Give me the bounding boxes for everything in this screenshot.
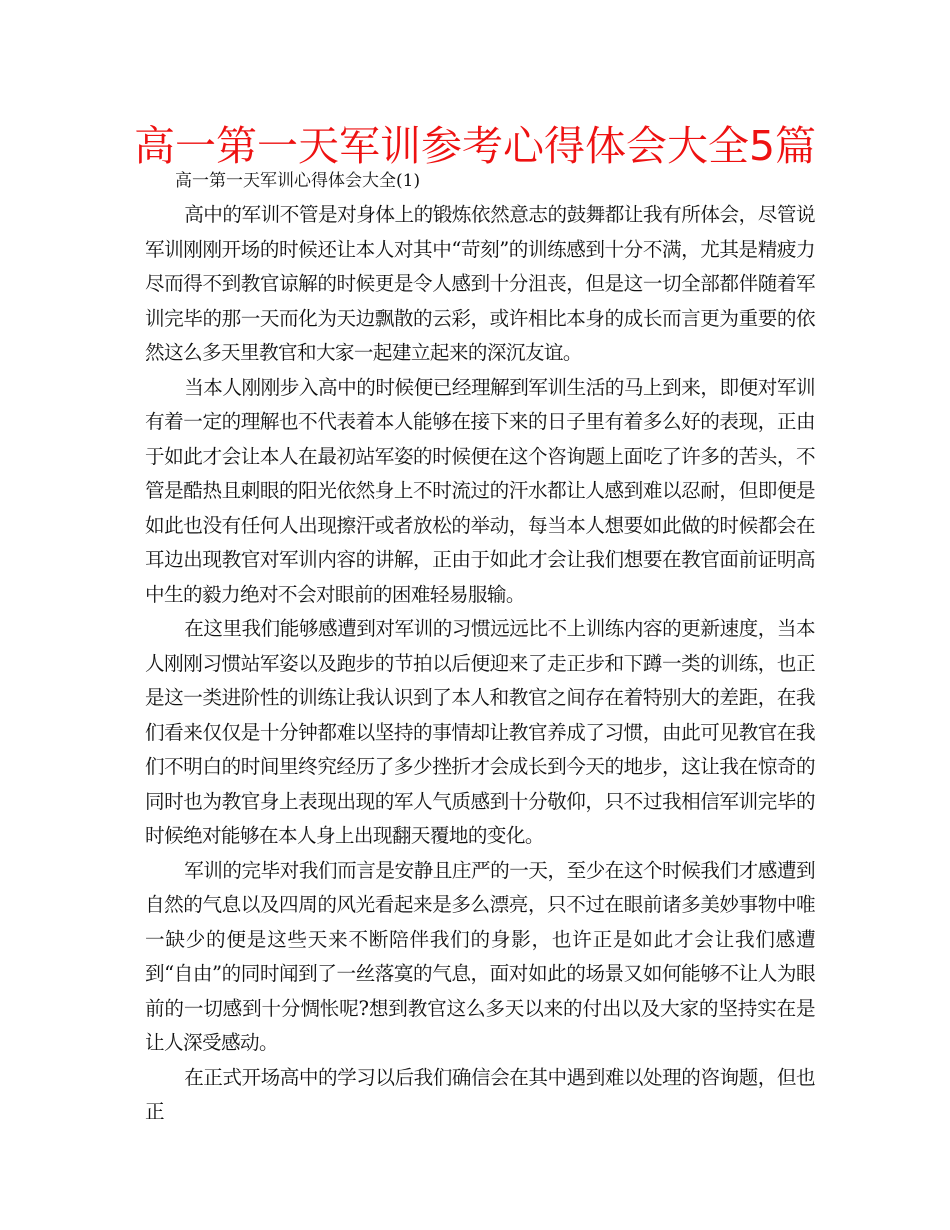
document-body	[145, 168, 815, 1130]
document-title: 高一第一天军训参考心得体会大全5篇	[133, 122, 817, 170]
paragraph: 高中的军训不管是对身体上的锻炼依然意志的鼓舞都让我有所体会，尽管说军训刚刚开场的时候还让本人对其中“苛刻”的训练感到十分不满，尤其是精疲力尽而得不到教官谅解的时候更是令人感到十分沮丧，但是这一切全部都伴随着军训完毕的那一天而化为天边飘散的云彩，或许相比本身的成长而言更为重要的依然这么多天里教官和大家一起建立起来的深沉友谊。	[145, 203, 815, 364]
paragraph: 在正式开场高中的学习以后我们确信会在其中遇到难以处理的咨询题，但也正	[145, 1065, 815, 1123]
paragraph: 当本人刚刚步入高中的时候便已经理解到军训生活的马上到来，即便对军训有着一定的理解也不代表着本人能够在接下来的日子里有着多么好的表现，正由于如此才会让本人在最初站军姿的时候便在这个咨询题上面吃了许多的苦头，不管是酷热且刺眼的阳光依然身上不时流过的汗水都让人感到难以忍耐，但即便是如此也没有任何人出现擦汗或者放松的举动，每当本人想要如此做的时候都会在耳边出现教官对军训内容的讲解，正由于如此才会让我们想要在教官面前证明高中生的毅力绝对不会对眼前的困难轻易服输。	[145, 375, 815, 606]
section-subtitle: 高一第一天军训心得体会大全(1)	[175, 171, 421, 191]
paragraph: 军训的完毕对我们而言是安静且庄严的一天，至少在这个时候我们才感遭到自然的气息以及四周的风光看起来是多么漂亮，只不过在眼前诸多美妙事物中唯一缺少的便是这些天来不断陪伴我们的身影，也许正是如此才会让我们感遭到“自由”的同时闻到了一丝落寞的气息，面对如此的场景又如何能够不让人为眼前的一切感到十分惆怅呢?想到教官这么多天以来的付出以及大家的坚持实在是让人深受感动。	[145, 858, 815, 1054]
paragraph: 在这里我们能够感遭到对军训的习惯远远比不上训练内容的更新速度，当本人刚刚习惯站军姿以及跑步的节拍以后便迎来了走正步和下蹲一类的训练，也正是这一类进阶性的训练让我认识到了本人和教官之间存在着特别大的差距，在我们看来仅仅是十分钟都难以坚持的事情却让教官养成了习惯，由此可见教官在我们不明白的时间里终究经历了多少挫折才会成长到今天的地步，这让我在惊奇的同时也为教官身上表现出现的军人气质感到十分敬仰，只不过我相信军训完毕的时候绝对能够在本人身上出现翻天覆地的变化。	[145, 617, 815, 847]
